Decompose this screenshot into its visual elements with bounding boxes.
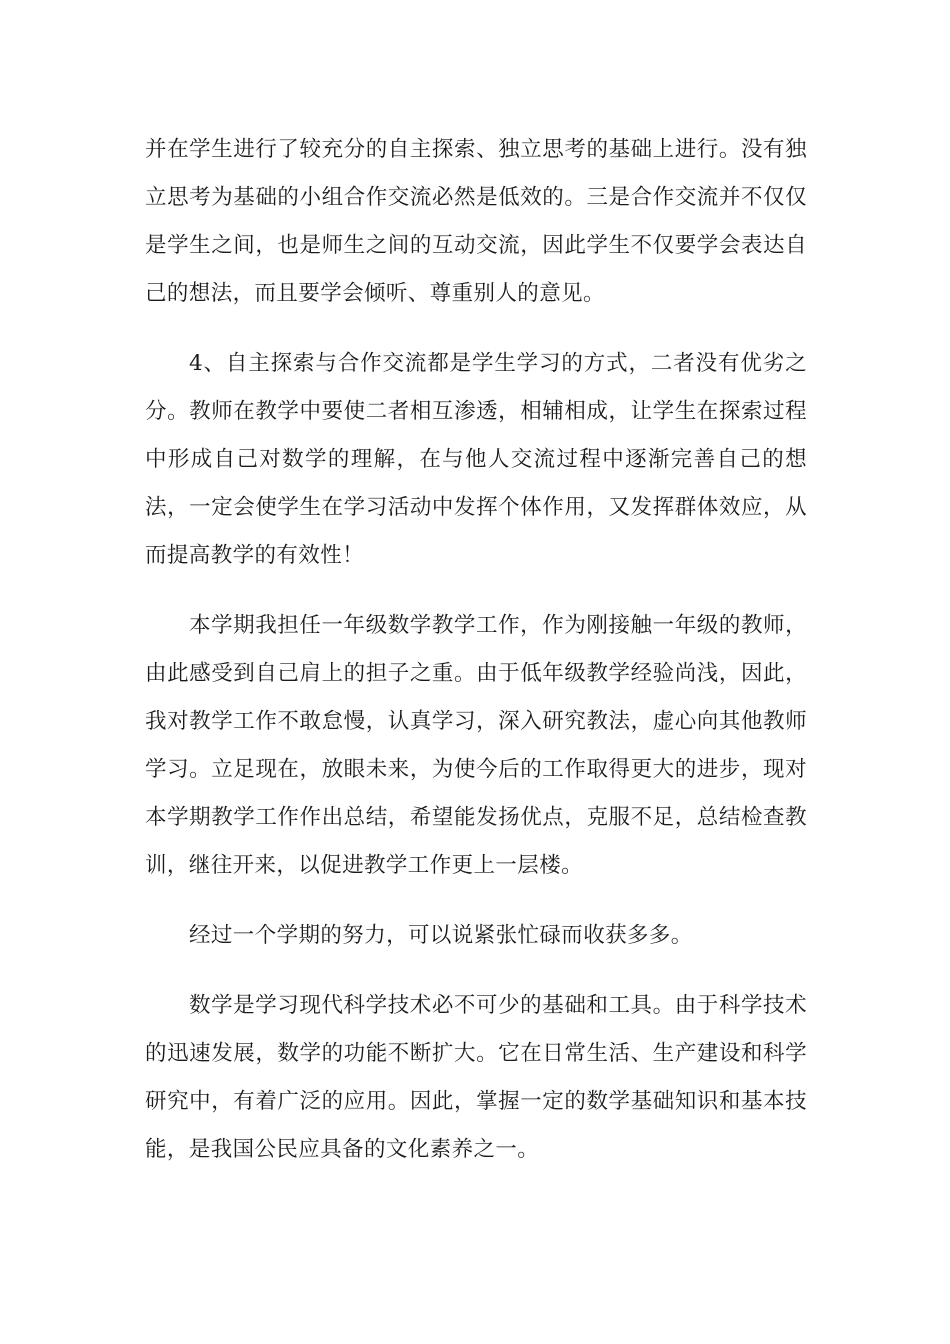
paragraph-2: 4、自主探索与合作交流都是学生学习的方式，二者没有优劣之分。教师在教学中要使二者相互渗透，相辅相成，让学生在探索过程中形成自己对数学的理解，在与他人交流过程中逐渐完善自己的想法，一定会使学生在学习活动中发挥个体作用，又发挥群体效应，从而提高教学的有效性！ — [145, 351, 807, 568]
paragraph-3: 本学期我担任一年级数学教学工作，作为刚接触一年级的教师，由此感受到自己肩上的担子之重。由于低年级教学经验尚浅，因此，我对教学工作不敢怠慢，认真学习，深入研究教法，虚心向其他教师学习。立足现在，放眼未来，为使今后的工作取得更大的进步，现对本学期教学工作作出总结，希望能发扬优点，克服不足，总结检查教训，继往开来，以促进教学工作更上一层楼。 — [145, 613, 807, 878]
paragraph-4: 经过一个学期的努力，可以说紧张忙碌而收获多多。 — [189, 923, 693, 948]
paragraph-5: 数学是学习现代科学技术必不可少的基础和工具。由于科学技术的迅速发展，数学的功能不断扩大。它在日常生活、生产建设和科学研究中，有着广泛的应用。因此，掌握一定的数学基础知识和基本技能，是我国公民应具备的文化素养之一。 — [145, 993, 807, 1162]
paragraph-1: 并在学生进行了较充分的自主探索、独立思考的基础上进行。没有独立思考为基础的小组合作交流必然是低效的。三是合作交流并不仅仅是学生之间，也是师生之间的互动交流，因此学生不仅要学会表达自己的想法，而且要学会倾听、尊重别人的意见。 — [145, 137, 807, 306]
document-body — [145, 126, 807, 1174]
